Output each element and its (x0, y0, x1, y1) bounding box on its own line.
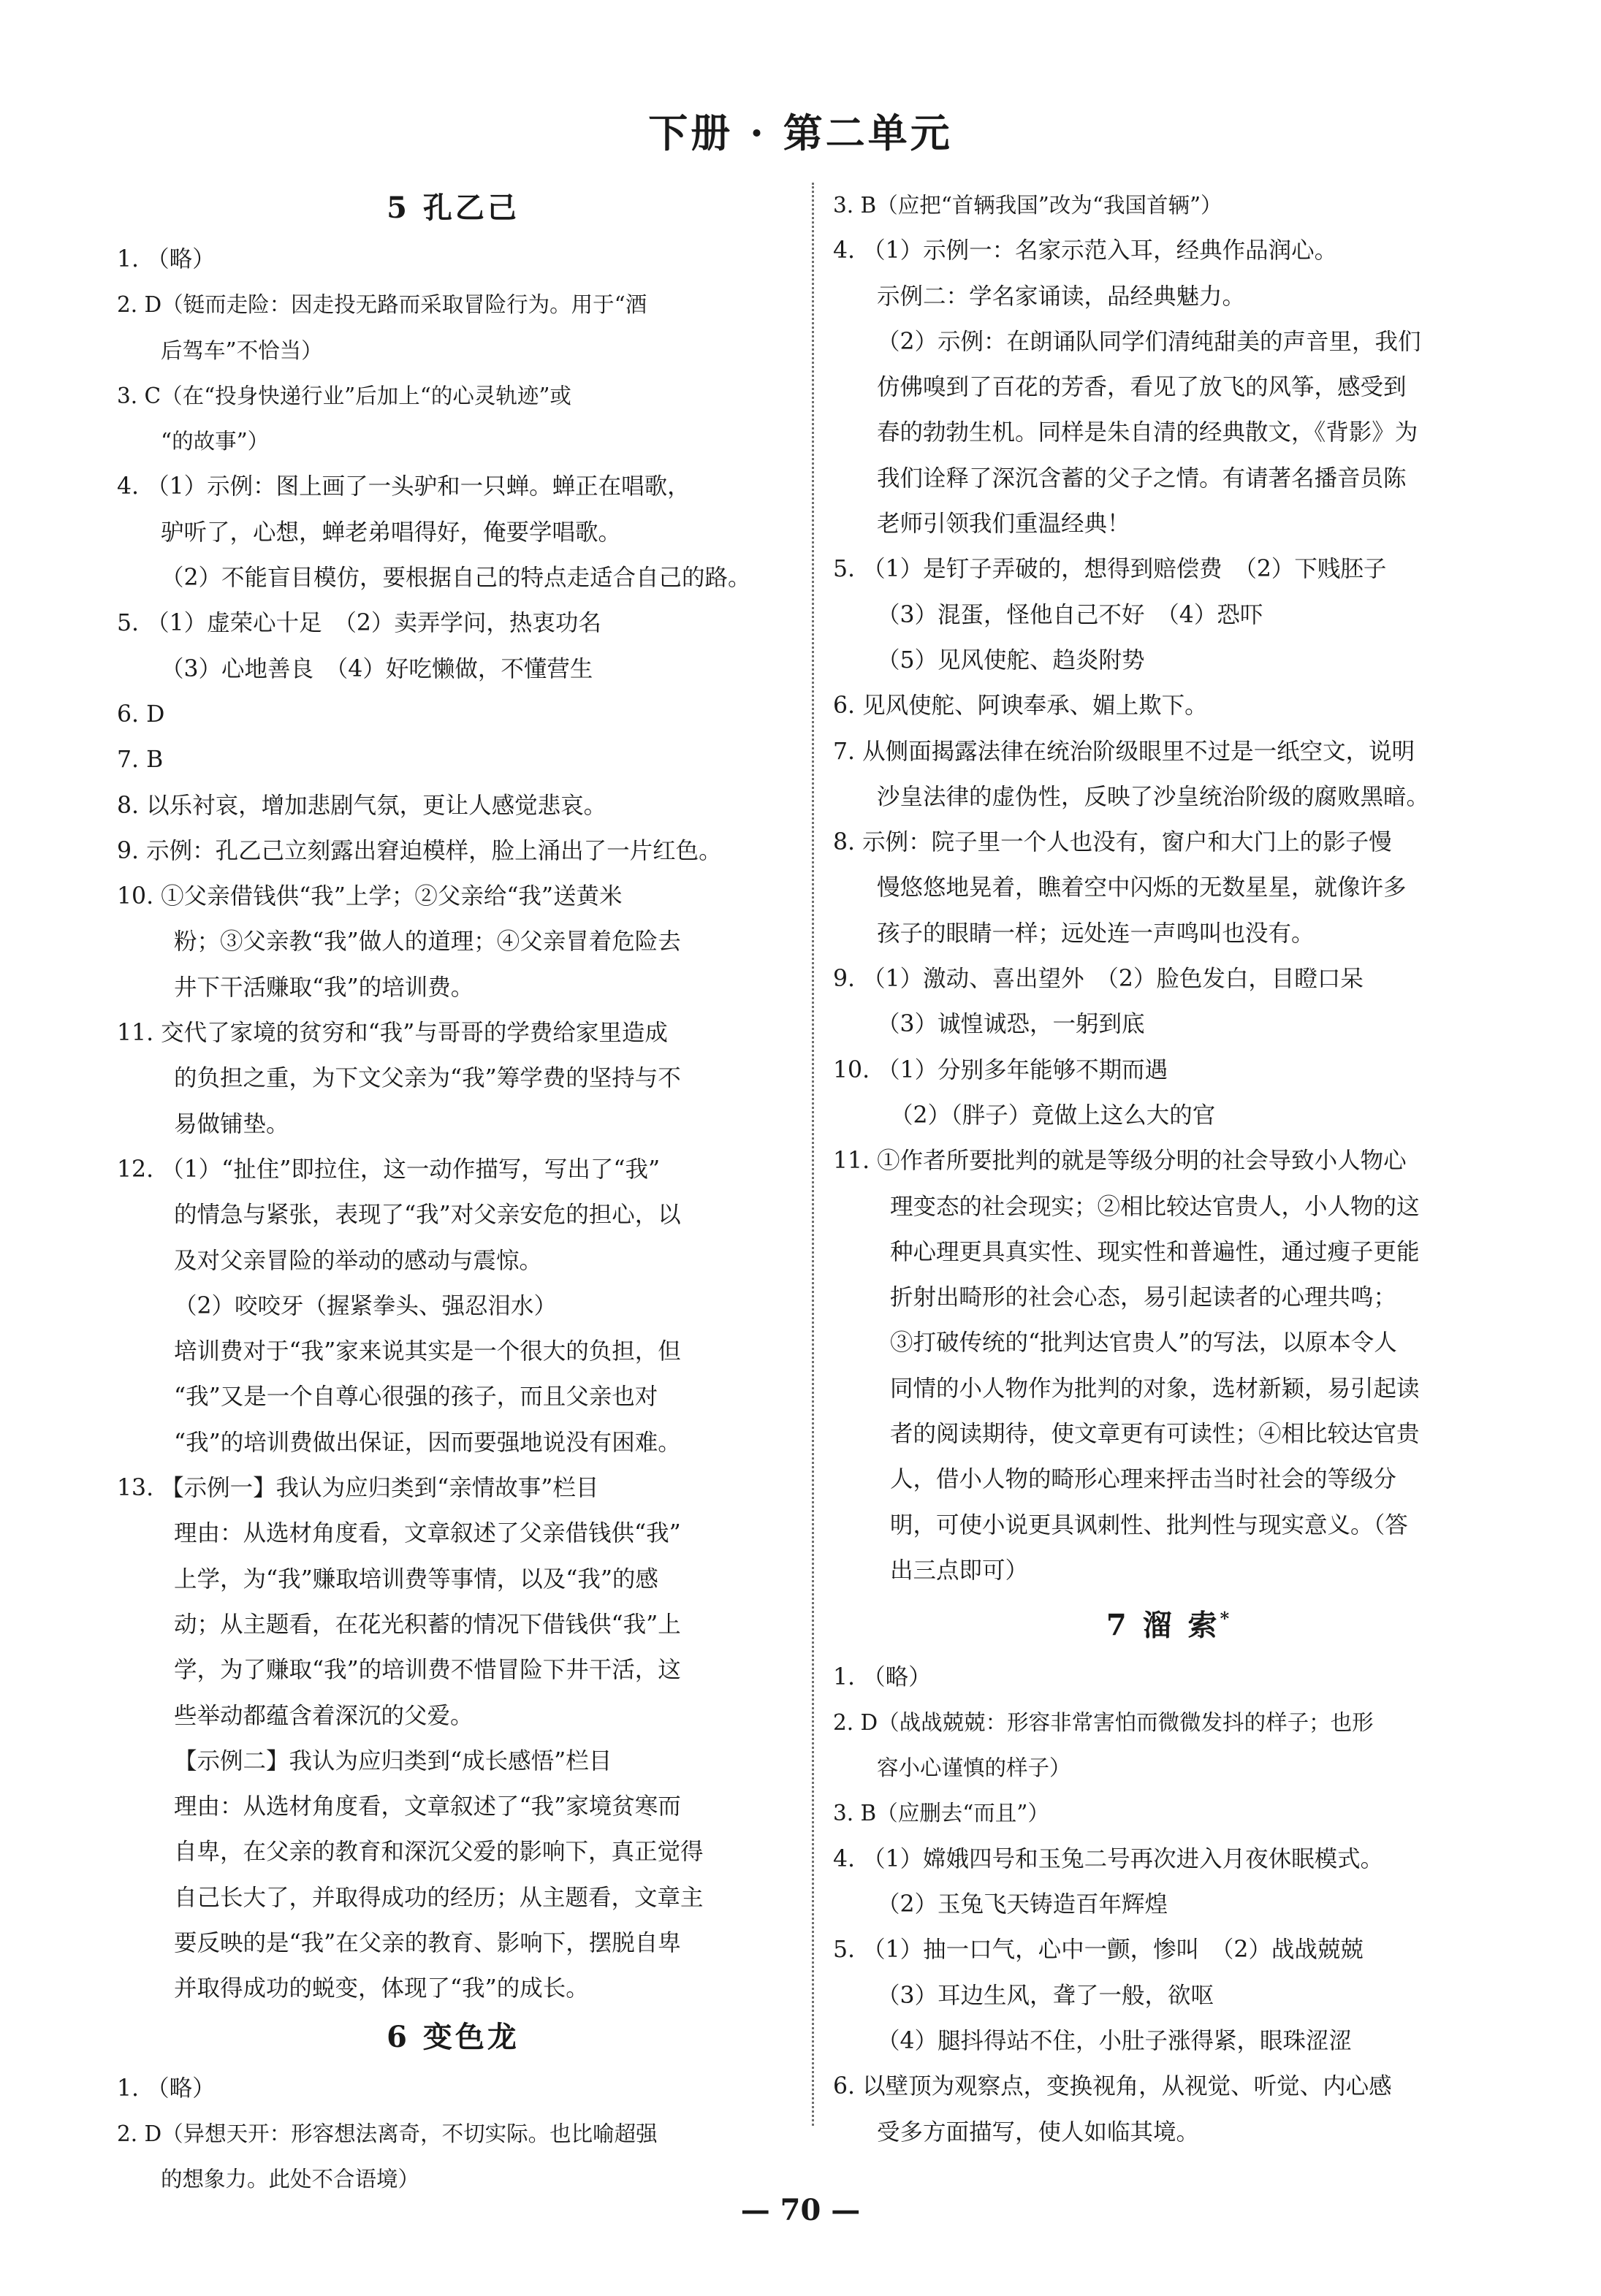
answer-continuation-line: 示例二：学名家诵读，品经典魅力。 (877, 283, 1246, 310)
answer-continuation-line: 动；从主题看，在花光积蓄的情况下借钱供“我”上 (174, 1611, 681, 1638)
answer-line: 13. 【示例一】我认为应归类到“亲情故事”栏目 (117, 1475, 599, 1502)
answer-line: 11. 交代了家境的贫穷和“我”与哥哥的学费给家里造成 (117, 1020, 668, 1047)
answer-continuation-line: （2）不能盲目模仿，要根据自己的特点走适合自己的路。 (161, 565, 751, 592)
answer-continuation-line: 孩子的眼睛一样；远处连一声鸣叫也没有。 (877, 920, 1315, 947)
column-divider (812, 183, 814, 2126)
answer-continuation-line: （2）咬咬牙（握紧拳头、强忍泪水） (174, 1292, 558, 1319)
answer-line: 3. C（在“投身快递行业”后加上“的心灵轨迹”或 (117, 383, 571, 408)
answer-continuation-line: 的情急与紧张，表现了“我”对父亲安危的担心，以 (174, 1202, 681, 1229)
answer-line: 4. （1）嫦娥四号和玉兔二号再次进入月夜休眠模式。 (833, 1845, 1384, 1872)
answer-continuation-line: （5）见风使舵、趋炎附势 (877, 647, 1145, 674)
answer-continuation-line: 理由：从选材角度看，文章叙述了“我”家境贫寒而 (174, 1793, 681, 1820)
answer-continuation-line: （3）混蛋，怪他自己不好 （4）恐吓 (877, 601, 1263, 628)
answer-line: 6. 以壁顶为观察点，变换视角，从视觉、听觉、内心感 (833, 2073, 1392, 2100)
answer-continuation-line: 沙皇法律的虚伪性，反映了沙皇统治阶级的腐败黑暗。 (877, 783, 1430, 810)
answer-line: 8. 以乐衬哀，增加悲剧气氛，更让人感觉悲哀。 (117, 792, 607, 819)
answer-continuation-line: 的想象力。此处不合语境） (161, 2167, 420, 2192)
answer-continuation-line: 容小心谨慎的样子） (877, 1755, 1071, 1781)
left-column (117, 183, 789, 2202)
answer-line: 2. D（异想天开：形容想法离奇，不切实际。也比喻超强 (117, 2121, 658, 2146)
answer-line: 10. ①父亲借钱供“我”上学；②父亲给“我”送黄米 (117, 883, 623, 910)
answer-continuation-line: 些举动都蕴含着深沉的父爱。 (174, 1702, 474, 1729)
answer-continuation-line: 理由：从选材角度看，文章叙述了父亲借钱供“我” (174, 1520, 681, 1547)
right-column (833, 183, 1505, 2155)
answer-continuation-line: 井下干活赚取“我”的培训费。 (174, 974, 474, 1001)
answer-line: 1. （略） (117, 2075, 216, 2102)
answer-continuation-line: ③打破传统的“批判达官贵人”的写法，以原本令人 (890, 1330, 1397, 1357)
answer-continuation-line: （3）耳边生风，聋了一般，欲呕 (877, 1982, 1214, 2009)
section-title (833, 1595, 1505, 1649)
answer-continuation-line: 者的阅读期待，使文章更有可读性；④相比较达官贵 (890, 1421, 1420, 1448)
answer-line: 11. ①作者所要批判的就是等级分明的社会导致小人物心 (833, 1148, 1407, 1175)
answer-continuation-line: 春的勃勃生机。同样是朱自清的经典散文，《背影》为 (877, 419, 1418, 446)
answer-continuation-line: 易做铺垫。 (174, 1110, 289, 1137)
answer-line: 5. （1）虚荣心十足 （2）卖弄学问，热衷功名 (117, 610, 601, 637)
answer-continuation-line: “的故事”） (161, 429, 270, 454)
answer-continuation-line: 【示例二】我认为应归类到“成长感悟”栏目 (174, 1747, 612, 1774)
answer-continuation-line: （3）心地善良 （4）好吃懒做，不懂营生 (161, 655, 593, 682)
optional-lesson-mark: * (1220, 1608, 1233, 1630)
answer-continuation-line: （4）腿抖得站不住，小肚子涨得紧，眼珠涩涩 (877, 2027, 1353, 2054)
answer-continuation-line: 及对父亲冒险的举动的感动与震惊。 (174, 1247, 543, 1274)
answer-continuation-line: 种心理更具真实性、现实性和普遍性，通过瘦子更能 (890, 1238, 1420, 1265)
answer-line: 8. 示例：院子里一个人也没有，窗户和大门上的影子慢 (833, 829, 1392, 856)
answer-continuation-line: 老师引领我们重温经典！ (877, 511, 1130, 538)
answer-line: 4. （1）示例一：名家示范入耳，经典作品润心。 (833, 237, 1338, 264)
answer-line: 3. B（应把“首辆我国”改为“我国首辆”） (833, 193, 1222, 218)
answer-line: 2. D（战战兢兢：形容非常害怕而微微发抖的样子；也形 (833, 1709, 1374, 1735)
section-title (117, 184, 789, 232)
answer-continuation-line: （2）玉兔飞天铸造百年辉煌 (877, 1891, 1168, 1918)
page-title: 下册 · 第二单元 (648, 110, 953, 156)
answer-continuation-line: 后驾车”不恰当） (161, 337, 323, 363)
answer-continuation-line: 我们诠释了深沉含蓄的父子之情。有请著名播音员陈 (877, 465, 1407, 492)
answer-continuation-line: 折射出畸形的社会心态，易引起读者的心理共鸣； (890, 1284, 1397, 1311)
answer-line: 6. 见风使舵、阿谀奉承、媚上欺下。 (833, 693, 1208, 720)
page-number: — 70 — (740, 2193, 861, 2227)
answer-line: 7. 从侧面揭露法律在统治阶级眼里不过是一纸空文，说明 (833, 738, 1415, 765)
answer-line: 9. （1）激动、喜出望外 （2）脸色发白，目瞪口呆 (833, 966, 1364, 993)
section-title-text: 7 溜 索 (1106, 1608, 1220, 1643)
answer-line: 1. （略） (833, 1663, 932, 1690)
answer-continuation-line: 慢悠悠地晃着，瞧着空中闪烁的无数星星，就像许多 (877, 874, 1407, 901)
answer-line: 5. （1）是钉子弄破的，想得到赔偿费 （2）下贱胚子 (833, 556, 1387, 583)
answer-continuation-line: “我”又是一个自尊心很强的孩子，而且父亲也对 (174, 1384, 658, 1411)
answer-continuation-line: 培训费对于“我”家来说其实是一个很大的负担，但 (174, 1338, 681, 1365)
answer-line: 3. B（应删去“而且”） (833, 1801, 1049, 1826)
answer-continuation-line: 学，为了赚取“我”的培训费不惜冒险下井干活，这 (174, 1657, 681, 1684)
answer-line: 6. D (117, 701, 165, 728)
answer-line: 10. （1）分别多年能够不期而遇 (833, 1056, 1168, 1083)
answer-continuation-line: 驴听了，心想，蝉老弟唱得好，俺要学唱歌。 (161, 519, 622, 546)
answer-continuation-line: 同情的小人物作为批判的对象，选材新颖，易引起读 (890, 1375, 1420, 1402)
answer-continuation-line: （2）（胖子）竟做上这么大的官 (890, 1102, 1216, 1129)
answer-continuation-line: 仿佛嗅到了百花的芳香，看见了放飞的风筝，感受到 (877, 374, 1407, 401)
answer-continuation-line: 人，借小人物的畸形心理来抨击当时社会的等级分 (890, 1466, 1397, 1493)
answer-line: 4. （1）示例：图上画了一头驴和一只蝉。蝉正在唱歌， (117, 473, 691, 500)
answer-continuation-line: 理变态的社会现实；②相比较达官贵人，小人物的这 (890, 1193, 1420, 1220)
answer-line: 2. D（铤而走险：因走投无路而采取冒险行为。用于“酒 (117, 292, 647, 318)
answer-continuation-line: 出三点即可） (890, 1557, 1029, 1584)
answer-line: 5. （1）抽一口气，心中一颤，惨叫 （2）战战兢兢 (833, 1937, 1364, 1964)
answer-continuation-line: 粉；③父亲教“我”做人的道理；④父亲冒着危险去 (174, 928, 681, 956)
answer-continuation-line: 明，可使小说更具讽刺性、批判性与现实意义。（答 (890, 1511, 1408, 1538)
answer-continuation-line: 要反映的是“我”在父亲的教育、影响下，摆脱自卑 (174, 1929, 681, 1956)
answer-line: 7. B (117, 747, 164, 774)
answer-continuation-line: （3）诚惶诚恐，一躬到底 (877, 1011, 1145, 1038)
answer-continuation-line: 受多方面描写，使人如临其境。 (877, 2118, 1200, 2146)
answer-line: 12. （1）“扯住”即拉住，这一动作描写，写出了“我” (117, 1156, 661, 1183)
answer-line: 9. 示例：孔乙己立刻露出窘迫模样，脸上涌出了一片红色。 (117, 837, 722, 864)
answer-line: 1. （略） (117, 246, 216, 272)
answer-continuation-line: 上学，为“我”赚取培训费等事情，以及“我”的感 (174, 1565, 658, 1593)
section-title-text: 5 孔乙己 (387, 191, 520, 225)
answer-continuation-line: （2）示例：在朗诵队同学们清纯甜美的声音里，我们 (877, 328, 1421, 355)
answer-continuation-line: 并取得成功的蜕变，体现了“我”的成长。 (174, 1975, 589, 2002)
section-title (117, 2013, 789, 2062)
section-title-text: 6 变色龙 (387, 2019, 520, 2054)
answer-continuation-line: 自卑，在父亲的教育和深沉父爱的影响下，真正觉得 (174, 1839, 704, 1866)
answer-continuation-line: 的负担之重，为下文父亲为“我”筹学费的坚持与不 (174, 1065, 681, 1092)
answer-continuation-line: “我”的培训费做出保证，因而要强地说没有困难。 (174, 1429, 681, 1456)
answer-continuation-line: 自己长大了，并取得成功的经历；从主题看，文章主 (174, 1884, 704, 1911)
